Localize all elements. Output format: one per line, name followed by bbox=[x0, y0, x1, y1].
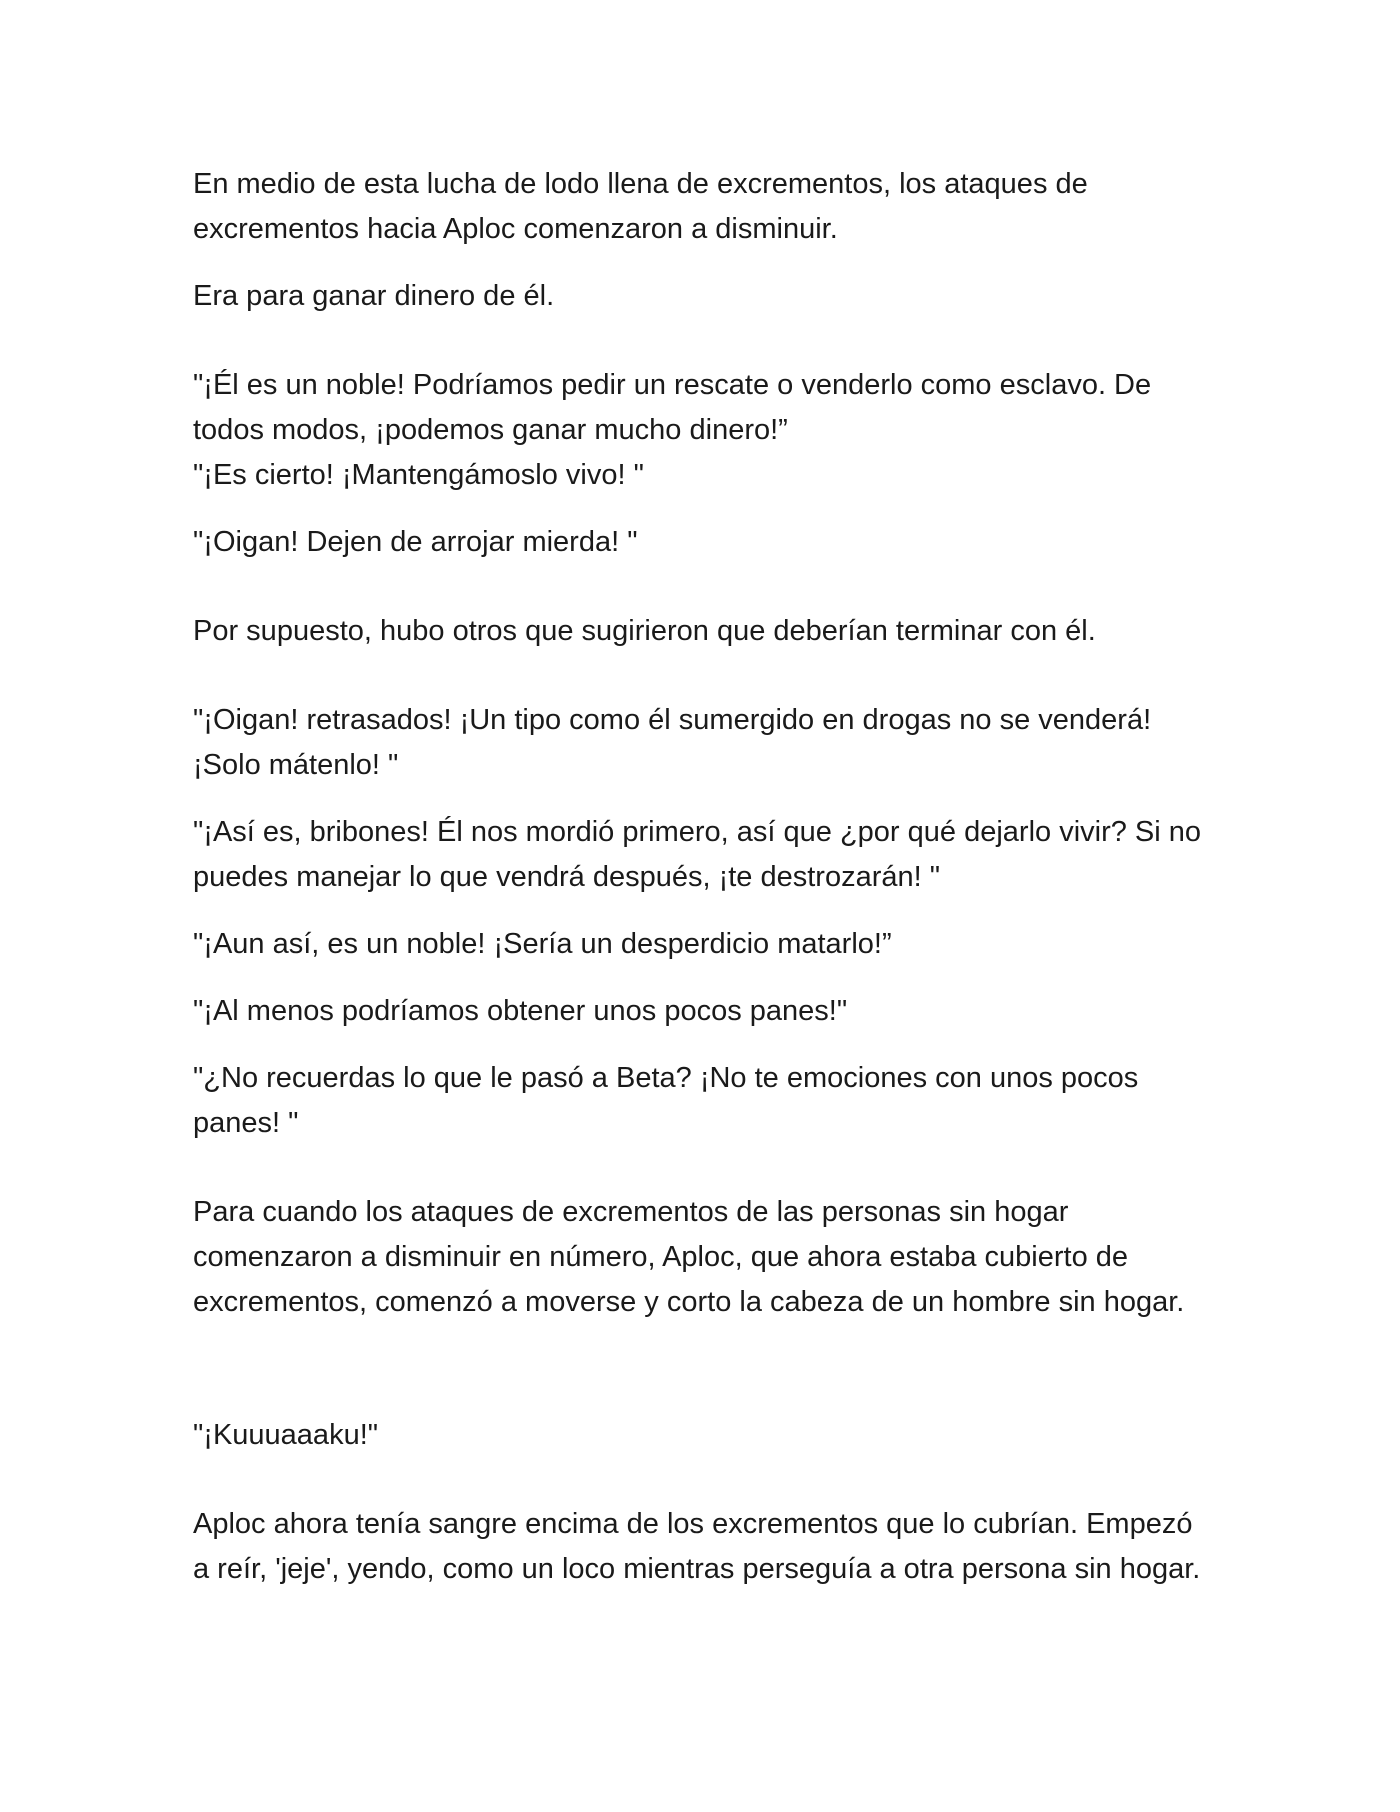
paragraph: "¡Es cierto! ¡Mantengámoslo vivo! " bbox=[193, 459, 644, 491]
paragraph: "¡Él es un noble! Podríamos pedir un rescate o venderlo como esclavo. De todos modos, ¡podemos ganar mucho dinero!” bbox=[193, 369, 1152, 446]
paragraph: "¡Kuuuaaaku!" bbox=[193, 1419, 379, 1451]
paragraph: En medio de esta lucha de lodo llena de excrementos, los ataques de excrementos hacia Aploc comenzaron a disminuir. bbox=[193, 168, 1088, 245]
paragraph: Era para ganar dinero de él. bbox=[193, 280, 555, 312]
paragraph: "¡Al menos podríamos obtener unos pocos panes!" bbox=[193, 995, 848, 1027]
paragraph: Aploc ahora tenía sangre encima de los excrementos que lo cubrían. Empezó a reír, 'jeje', yendo, como un loco mientras perseguía a otra persona sin hogar. bbox=[193, 1508, 1201, 1585]
paragraph: Por supuesto, hubo otros que sugirieron que deberían terminar con él. bbox=[193, 615, 1096, 647]
document-body bbox=[193, 162, 1213, 1592]
paragraph: "¡Oigan! Dejen de arrojar mierda! " bbox=[193, 526, 638, 558]
paragraph: Para cuando los ataques de excrementos de las personas sin hogar comenzaron a disminuir en número, Aploc, que ahora estaba cubierto de excrementos, comenzó a moverse y corto la cabeza de un hombre sin hogar. bbox=[193, 1196, 1185, 1318]
paragraph: "¡Aun así, es un noble! ¡Sería un desperdicio matarlo!” bbox=[193, 928, 892, 960]
paragraph: "¿No recuerdas lo que le pasó a Beta? ¡No te emociones con unos pocos panes! " bbox=[193, 1062, 1139, 1139]
paragraph: "¡Así es, bribones! Él nos mordió primero, así que ¿por qué dejarlo vivir? Si no puedes manejar lo que vendrá después, ¡te destrozarán! " bbox=[193, 816, 1202, 893]
paragraph: "¡Oigan! retrasados! ¡Un tipo como él sumergido en drogas no se venderá! ¡Solo mátenlo! " bbox=[193, 704, 1152, 781]
